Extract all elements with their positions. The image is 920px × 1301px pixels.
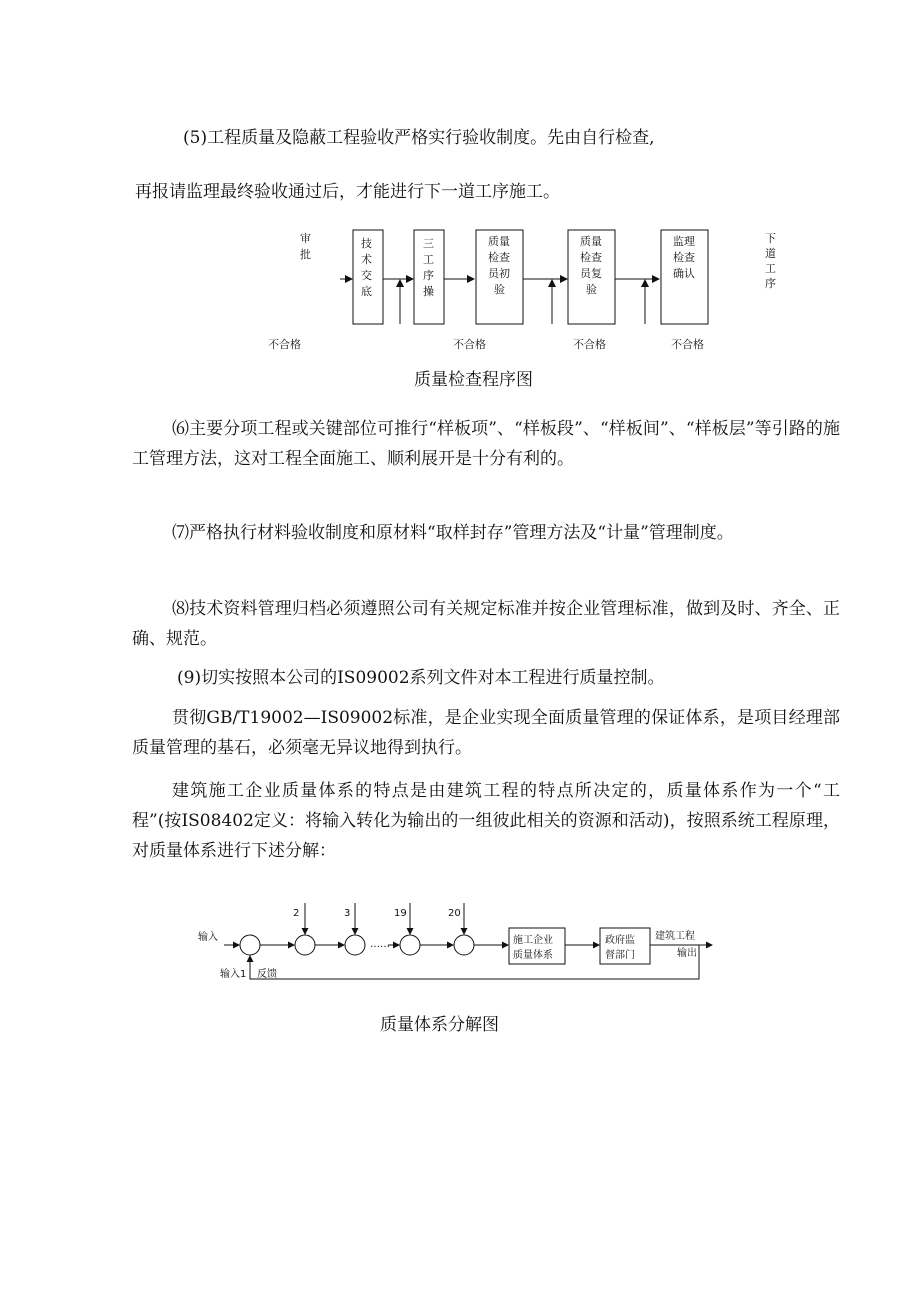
box2-char: 工 [423,253,434,266]
fail-label: 不合格 [671,338,704,351]
input1-label: 输入1 [220,969,247,980]
box4-line: 员复 [580,267,602,280]
node-1 [240,935,260,955]
para5-line2: 再报请监理最终验收通过后，才能进行下一道工序施工。 [135,182,560,202]
end-label: 工 [765,262,776,275]
para8: ⑻技术资料管理归档必须遵照公司有关规定标准并按企业管理标准，做到及时、齐全、正确、规范。 [132,599,840,649]
output-label: 输出 [677,948,697,959]
box5-line: 监理 [673,235,695,248]
para5-line1: (5)工程质量及隐蔽工程验收严格实行验收制度。先由自行检查, [183,128,655,148]
box1-char: 底 [361,285,372,298]
box4-line: 质量 [580,235,602,248]
box1-char: 交 [361,269,372,282]
box3-line: 检查 [488,251,510,264]
node-input-label: 20 [448,908,461,919]
svg-text:施工企业: 施工企业 [513,935,553,946]
box3-line: 验 [494,283,505,296]
box2-char: 三 [423,237,434,250]
para6: ⑹主要分项工程或关键部位可推行“样板项”、“样板段”、“样板间”、“样板层”等引路的施工管理方法，这对工程全面施工、顺利展开是十分有利的。 [132,419,840,469]
para7: ⑺严格执行材料验收制度和原材料“取样封存”管理方法及“计量”管理制度。 [172,523,734,543]
fail-label: 不合格 [453,338,486,351]
flowchart1-caption: 质量检查程序图 [414,370,533,390]
box2-char: 操 [423,285,434,298]
box1-char: 技 [361,237,372,250]
para10: 贯彻GB/T19002—IS09002标准，是企业实现全面质量管理的保证体系，是项目经理部质量管理的基石，必须毫无异议地得到执行。 [132,708,840,758]
node-3 [345,935,365,955]
quality-system-decomposition-diagram [190,898,730,998]
box5-line: 检查 [673,251,695,264]
input-label: 输入 [198,932,218,943]
flowchart2-caption: 质量体系分解图 [380,1015,499,1035]
box1-char: 术 [361,253,372,266]
node-20 [454,935,474,955]
box2-char: 序 [423,269,434,282]
end-label: 下 [765,232,776,245]
end-label: 道 [765,247,776,260]
box5-line: 确认 [673,267,695,280]
node-input-label: 19 [394,908,407,919]
box3-line: 质量 [488,235,510,248]
box4-line: 检查 [580,251,602,264]
output-label: 建筑工程 [655,931,695,942]
node-2 [295,935,315,955]
ellipsis: …… [370,939,390,950]
node-input-label: 2 [293,908,300,919]
fail-label: 不合格 [268,338,301,351]
end-label: 序 [765,277,776,290]
para11: 建筑施工企业质量体系的特点是由建筑工程的特点所决定的，质量体系作为一个“工程”(按IS08402定义：将输入转化为输出的一组彼此相关的资源和活动)，按照系统工程原理，对质量体系进行下述分解： [132,781,840,861]
svg-text:质量体系: 质量体系 [513,950,553,961]
node-19 [400,935,420,955]
fail-label: 不合格 [573,338,606,351]
box3-line: 员初 [488,267,510,280]
start-label-1: 审 [300,232,311,245]
svg-text:督部门: 督部门 [605,950,635,961]
quality-inspection-flowchart [260,222,800,362]
node-input-label: 3 [344,908,351,919]
feedback-label: 反馈 [257,969,277,980]
para9: (9)切实按照本公司的IS09002系列文件对本工程进行质量控制。 [177,668,665,688]
svg-text:政府监: 政府监 [605,935,635,946]
start-label-2: 批 [300,248,311,261]
box4-line: 验 [586,283,597,296]
